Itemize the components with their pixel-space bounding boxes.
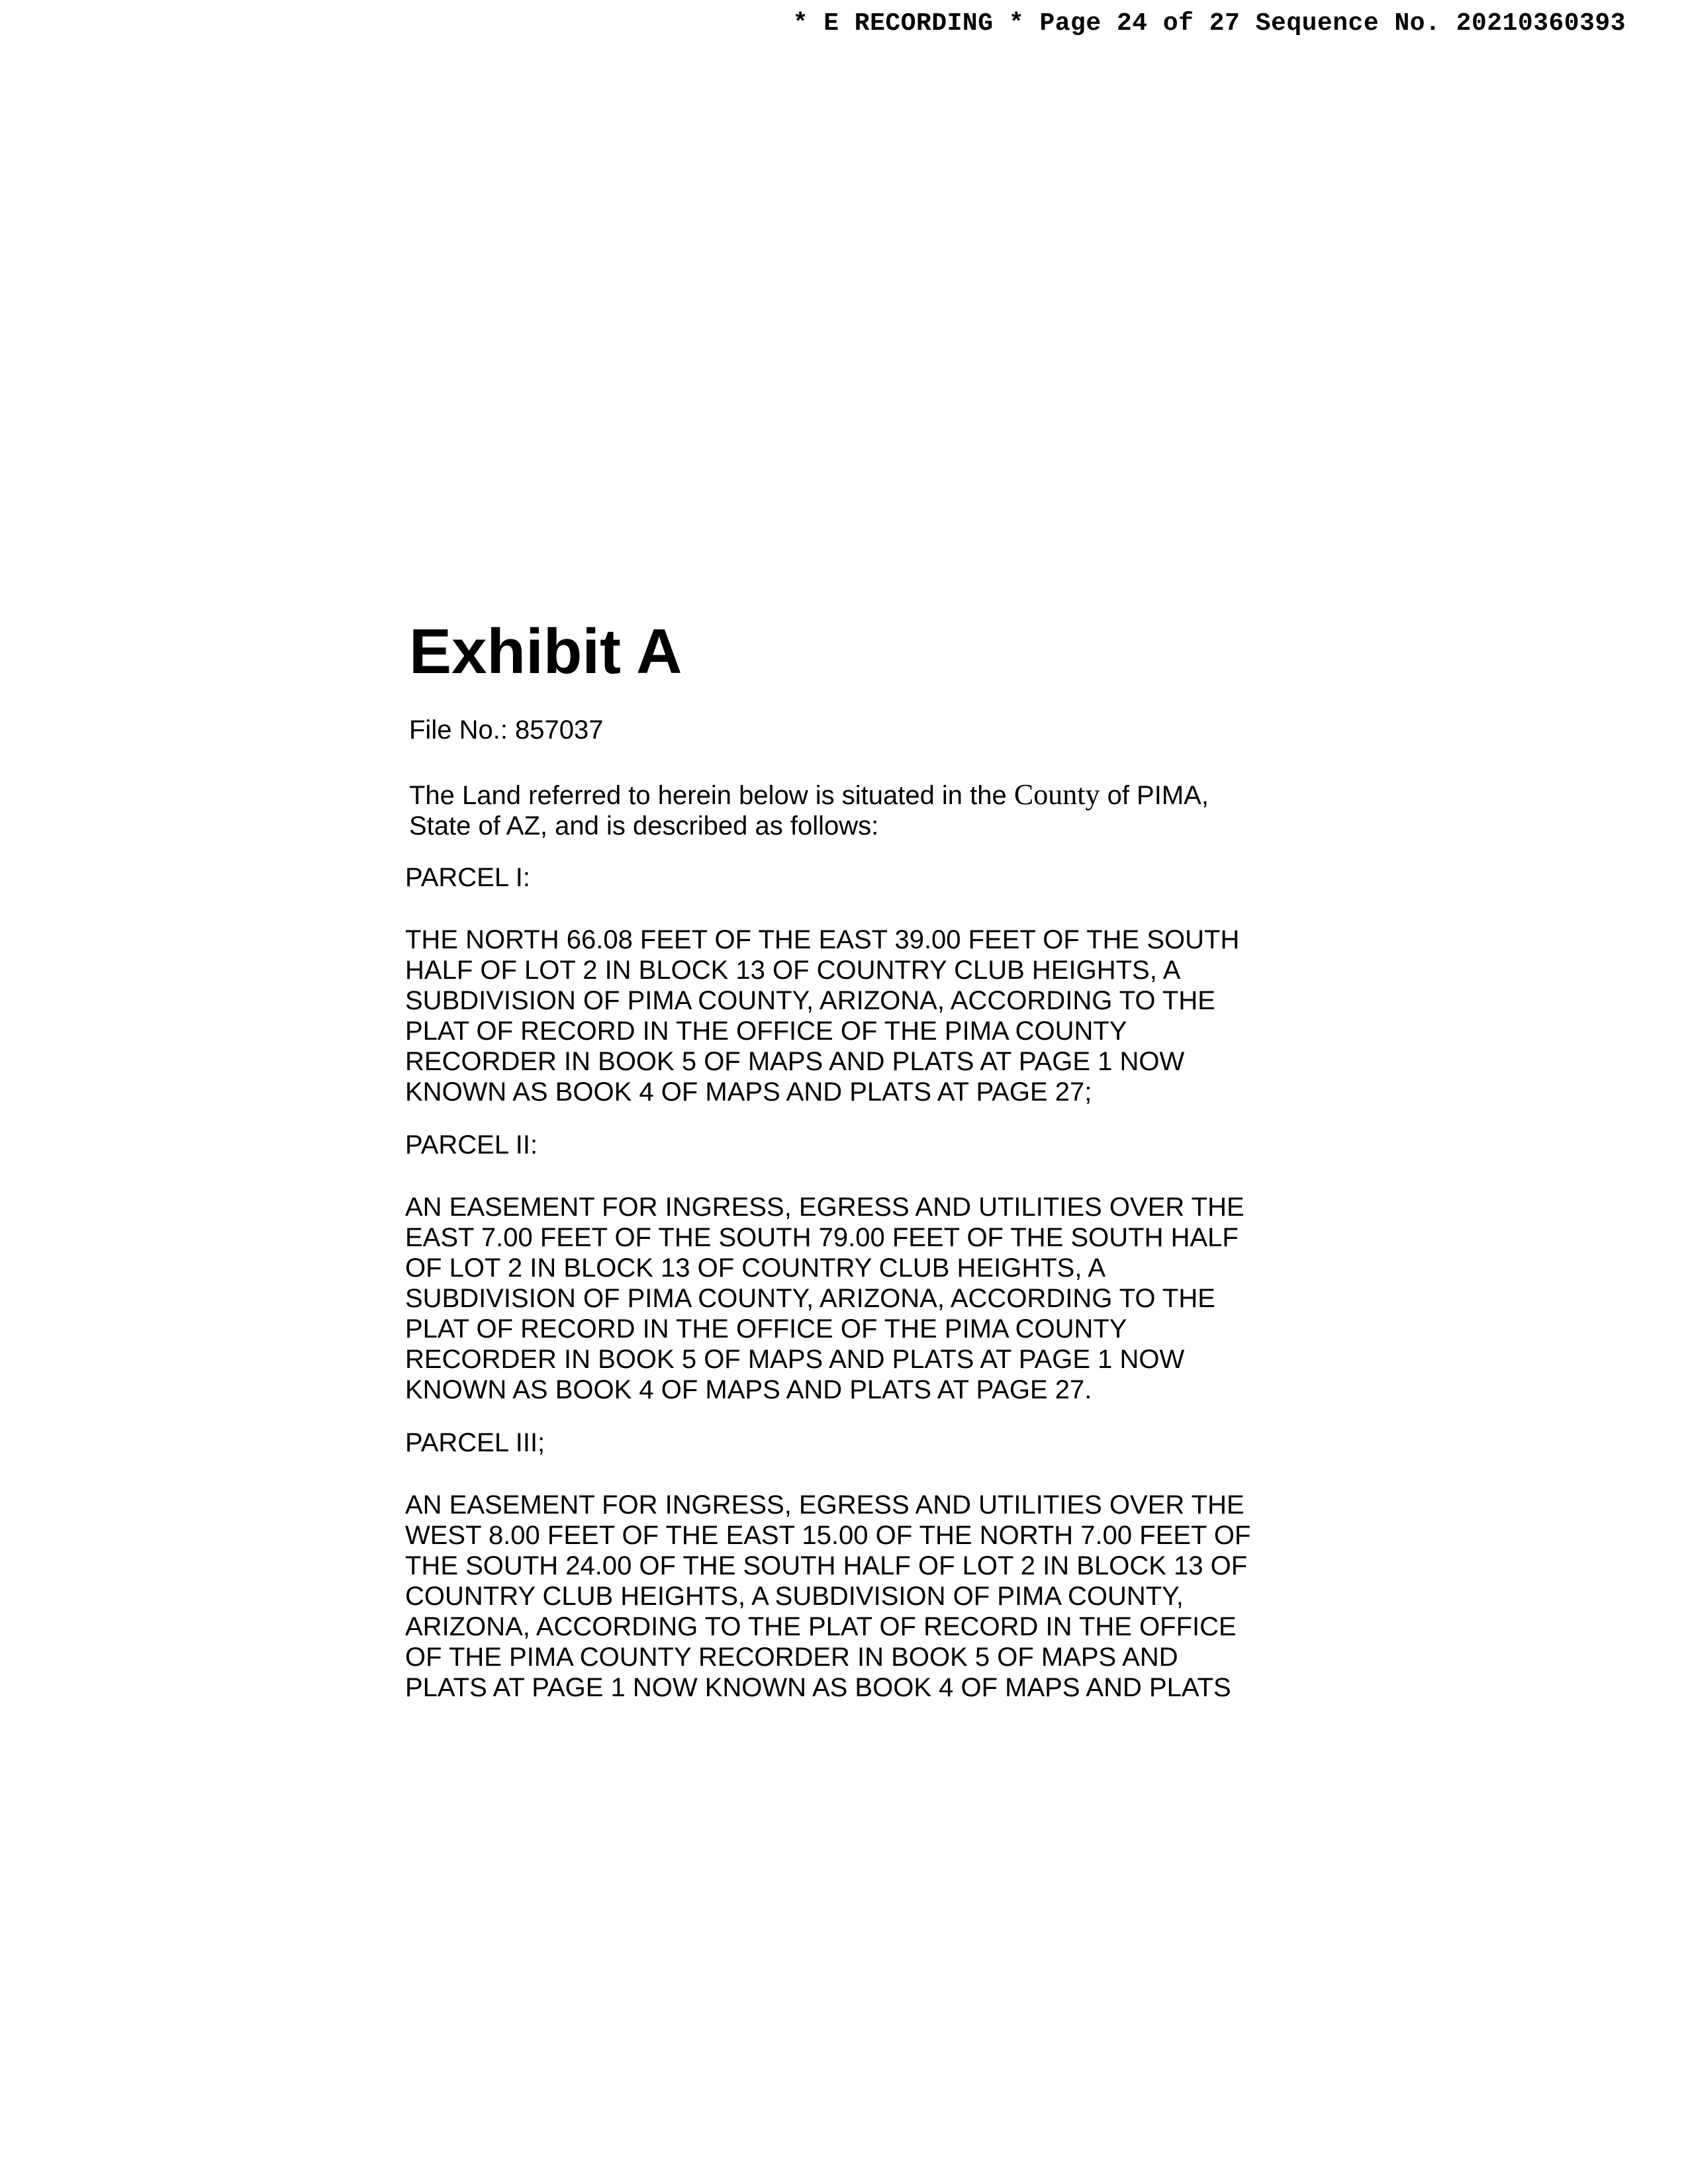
parcel-3-description: AN EASEMENT FOR INGRESS, EGRESS AND UTILITIES OVER THE WEST 8.00 FEET OF THE EAST 15.00 OF THE NORTH 7.00 FEET OF THE SOUTH 24.00 OF THE SOUTH HALF OF LOT 2 IN BLOCK 13 OF COUNTRY CLUB HEIGHTS, A SUBDIVISION OF PIMA COUNTY, ARIZONA, ACCORDING TO THE PLAT OF RECORD IN THE OFFICE OF THE PIMA COUNTY RECORDER IN BOOK 5 OF MAPS AND PLATS AT PAGE 1 NOW KNOWN AS BOOK 4 OF MAPS AND PLATS	[405, 1490, 1251, 1702]
intro-text-start: The Land referred to herein below is situated in the	[409, 781, 1014, 810]
parcel-3-heading: PARCEL III;	[405, 1428, 545, 1457]
parcel-1-heading: PARCEL I:	[405, 863, 530, 892]
exhibit-content	[402, 615, 1263, 1725]
recording-stamp-header: * E RECORDING * Page 24 of 27 Sequence No. 20210360393	[792, 9, 1626, 38]
parcel-2-heading: PARCEL II:	[405, 1130, 538, 1160]
parcel-1-description: THE NORTH 66.08 FEET OF THE EAST 39.00 FEET OF THE SOUTH HALF OF LOT 2 IN BLOCK 13 OF COUNTRY CLUB HEIGHTS, A SUBDIVISION OF PIMA COUNTY, ARIZONA, ACCORDING TO THE PLAT OF RECORD IN THE OFFICE OF THE PIMA COUNTY RECORDER IN BOOK 5 OF MAPS AND PLATS AT PAGE 1 NOW KNOWN AS BOOK 4 OF MAPS AND PLATS AT PAGE 27;	[405, 925, 1240, 1107]
file-number: File No.: 857037	[409, 715, 604, 745]
intro-text-end: of PIMA, State of AZ, and is described as follows:	[409, 781, 1209, 841]
land-description-intro	[409, 780, 1263, 841]
parcel-2-description: AN EASEMENT FOR INGRESS, EGRESS AND UTILITIES OVER THE EAST 7.00 FEET OF THE SOUTH 79.00 FEET OF THE SOUTH HALF OF LOT 2 IN BLOCK 13 OF COUNTRY CLUB HEIGHTS, A SUBDIVISION OF PIMA COUNTY, ARIZONA, ACCORDING TO THE PLAT OF RECORD IN THE OFFICE OF THE PIMA COUNTY RECORDER IN BOOK 5 OF MAPS AND PLATS AT PAGE 1 NOW KNOWN AS BOOK 4 OF MAPS AND PLATS AT PAGE 27.	[405, 1193, 1244, 1404]
exhibit-title: Exhibit A	[409, 616, 682, 687]
intro-county-word: County	[1013, 778, 1100, 811]
